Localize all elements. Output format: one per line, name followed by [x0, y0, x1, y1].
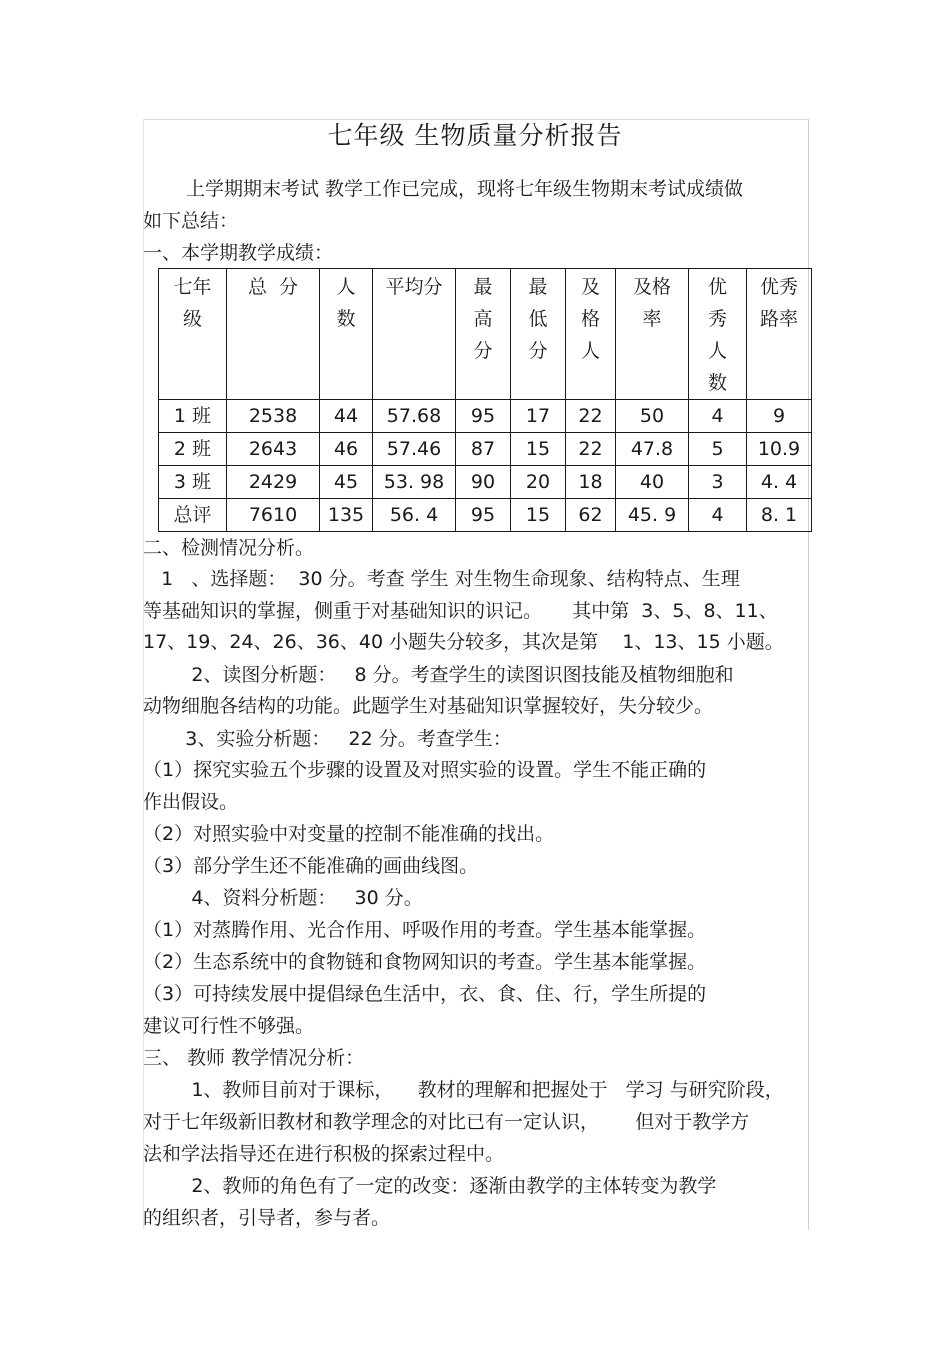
table-cell: 3 — [689, 466, 747, 499]
section-3-heading: 三、 教师 教学情况分析： — [143, 1047, 365, 1069]
paragraph-line: 法和学法指导还在进行积极的探索过程中。 — [143, 1143, 505, 1165]
table-cell: 20 — [511, 466, 566, 499]
table-cell: 2 班 — [159, 433, 227, 466]
table-cell: 53. 98 — [373, 466, 456, 499]
section-2-heading: 二、检测情况分析。 — [143, 537, 315, 559]
paragraph-line: 2、读图分析题： 8 分。考查学生的读图识图技能及植物细胞和 — [143, 664, 734, 686]
table-row — [159, 466, 812, 499]
header-cell: 最 高 分 — [456, 269, 511, 400]
table-row — [159, 433, 812, 466]
section-1-heading: 一、本学期教学成绩： — [143, 242, 334, 264]
paragraph-line: （3）可持续发展中提倡绿色生活中，衣、食、住、行，学生所提的 — [143, 983, 707, 1005]
table-cell: 47.8 — [616, 433, 689, 466]
table-cell: 总评 — [159, 499, 227, 532]
table-cell: 57.68 — [373, 400, 456, 433]
header-cell: 优秀 路率 — [747, 269, 812, 400]
table-cell: 22 — [566, 400, 616, 433]
table-cell: 95 — [456, 499, 511, 532]
table-cell: 15 — [511, 499, 566, 532]
paragraph-line: 作出假设。 — [143, 791, 239, 813]
paragraph-line: 17、19、24、26、36、40 小题失分较多，其次是第 1、13、15 小题。 — [143, 631, 784, 653]
table-cell: 2429 — [227, 466, 320, 499]
table-cell: 15 — [511, 433, 566, 466]
table-cell: 45. 9 — [616, 499, 689, 532]
paragraph-line: （2）生态系统中的食物链和食物网知识的考查。学生基本能掌握。 — [143, 951, 707, 973]
paragraph-line: 1 、选择题： 30 分。考查 学生 对生物生命现象、结构特点、生理 — [143, 568, 740, 590]
table-row — [159, 499, 812, 532]
header-cell: 优 秀 人 数 — [689, 269, 747, 400]
paragraph-line: 1、教师目前对于课标， 教材的理解和把握处于 学习 与研究阶段， — [143, 1079, 784, 1101]
paragraph-line: （1）探究实验五个步骤的设置及对照实验的设置。学生不能正确的 — [143, 759, 707, 781]
table-cell: 56. 4 — [373, 499, 456, 532]
table-header-row — [159, 269, 812, 400]
table-cell: 8. 1 — [747, 499, 812, 532]
paragraph-line: 建议可行性不够强。 — [143, 1015, 315, 1037]
paragraph-line: 对于七年级新旧教材和教学理念的对比已有一定认识， 但对于教学方 — [143, 1111, 750, 1133]
table-cell: 62 — [566, 499, 616, 532]
paragraph-line: 3、实验分析题： 22 分。考查学生： — [143, 728, 512, 750]
table-cell: 44 — [320, 400, 373, 433]
table-cell: 4 — [689, 499, 747, 532]
table-cell: 40 — [616, 466, 689, 499]
table-cell: 9 — [747, 400, 812, 433]
paragraph-line: 的组织者，引导者，参与者。 — [143, 1207, 391, 1229]
header-cell: 总 分 — [227, 269, 320, 400]
table-cell: 3 班 — [159, 466, 227, 499]
table-cell: 17 — [511, 400, 566, 433]
table-cell: 57.46 — [373, 433, 456, 466]
header-cell: 最 低 分 — [511, 269, 566, 400]
table-cell: 2643 — [227, 433, 320, 466]
table-cell: 4. 4 — [747, 466, 812, 499]
paragraph-line: 动物细胞各结构的功能。此题学生对基础知识掌握较好，失分较少。 — [143, 695, 714, 717]
header-cell: 及 格 人 — [566, 269, 616, 400]
table-cell: 22 — [566, 433, 616, 466]
table-cell: 2538 — [227, 400, 320, 433]
header-cell: 七年 级 — [159, 269, 227, 400]
table-cell: 95 — [456, 400, 511, 433]
table-cell: 87 — [456, 433, 511, 466]
paragraph-line: 4、资料分析题： 30 分。 — [143, 887, 423, 909]
paragraph-line: 等基础知识的掌握，侧重于对基础知识的识记。 其中第 3、5、8、11、 — [143, 600, 778, 622]
table-cell: 1 班 — [159, 400, 227, 433]
paragraph-line: （3）部分学生还不能准确的画曲线图。 — [143, 855, 479, 877]
table-cell: 4 — [689, 400, 747, 433]
table-cell: 90 — [456, 466, 511, 499]
table-row — [159, 400, 812, 433]
header-cell: 人 数 — [320, 269, 373, 400]
table-cell: 5 — [689, 433, 747, 466]
table-cell: 50 — [616, 400, 689, 433]
table-cell: 135 — [320, 499, 373, 532]
header-cell: 及格 率 — [616, 269, 689, 400]
table-cell: 10.9 — [747, 433, 812, 466]
header-cell: 平均分 — [373, 269, 456, 400]
score-table — [158, 268, 812, 532]
paragraph-line: 2、教师的角色有了一定的改变：逐渐由教学的主体转变为教学 — [143, 1175, 717, 1197]
table-cell: 46 — [320, 433, 373, 466]
intro-line-1: 上学期期末考试 教学工作已完成，现将七年级生物期末考试成绩做 — [186, 178, 744, 200]
table-cell: 45 — [320, 466, 373, 499]
document-title: 七年级 生物质量分析报告 — [327, 121, 623, 150]
table-cell: 7610 — [227, 499, 320, 532]
paragraph-line: （1）对蒸腾作用、光合作用、呼吸作用的考查。学生基本能掌握。 — [143, 919, 707, 941]
paragraph-line: （2）对照实验中对变量的控制不能准确的找出。 — [143, 823, 555, 845]
intro-line-2: 如下总结： — [143, 210, 239, 232]
table-cell: 18 — [566, 466, 616, 499]
